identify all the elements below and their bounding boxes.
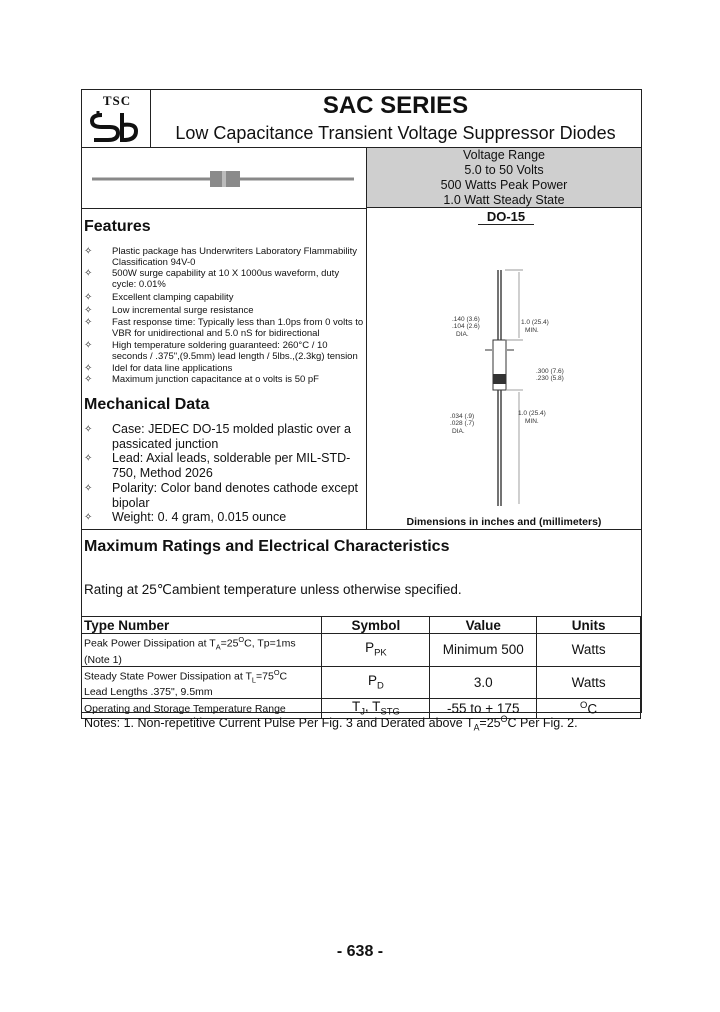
ratings-heading: Maximum Ratings and Electrical Characteristics (84, 538, 450, 555)
specs-divider (366, 207, 642, 208)
mech-text: Polarity: Color band denotes cathode except bipolar (112, 481, 358, 510)
specs-line: 1.0 Watt Steady State (443, 193, 565, 207)
symbol-cell: $T_J$, $T_{STG}$ (322, 699, 430, 719)
mech-item (84, 481, 364, 511)
specs-box (367, 148, 641, 207)
table-header-row (82, 617, 641, 634)
bullet-icon: ✧ (84, 483, 93, 494)
dim-body-len2: .230 (5.8) (536, 375, 564, 382)
param-cell: Steady State Power Dissipation at $T_L=75^OC$ Lead Lengths .375", 9.5mm (82, 666, 322, 699)
col-units: Units (537, 617, 641, 634)
specs-line: Voltage Range (462, 148, 545, 162)
page-number: - 638 - (336, 943, 384, 960)
footnote: Notes: 1. Non-repetitive Current Pulse Per Fig. 3 and Derated above $T_A=25^OC$ Per Fig. 2. (84, 714, 578, 733)
bullet-icon: ✧ (84, 246, 93, 257)
feature-text: Idel for data line applications (112, 363, 233, 374)
bullet-icon: ✧ (84, 268, 93, 279)
ratings-note: Rating at 25℃ambient temperature unless otherwise specified. (84, 582, 462, 597)
dim-wire-dia2: .028 (.7) (450, 420, 475, 427)
bullet-icon: ✧ (84, 512, 93, 523)
specs-line: 500 Watts Peak Power (440, 178, 568, 192)
list-item (84, 340, 364, 362)
package-name: DO-15 (478, 209, 534, 225)
bullet-icon: ✧ (84, 424, 93, 435)
mech-item (84, 451, 364, 481)
value-cell: -55 to + 175 (430, 699, 537, 719)
mechanical-heading: Mechanical Data (84, 396, 210, 413)
dim-wire-dia-label: DIA. (452, 428, 465, 435)
package-caption: Dimensions in inches and (millimeters) (406, 516, 602, 528)
tsc-logo (88, 93, 146, 145)
bullet-icon: ✧ (84, 453, 93, 464)
list-item (84, 317, 364, 339)
value-cell: 3.0 (430, 666, 537, 699)
list-item (84, 292, 364, 303)
table-row (82, 634, 641, 667)
specs-line: 5.0 to 50 Volts (464, 163, 544, 177)
logo-symbol-icon (88, 109, 146, 145)
feature-text: Low incremental surge resistance (112, 305, 254, 316)
list-item (84, 363, 364, 374)
feature-text: Maximum junction capacitance at o volts is 50 pF (112, 374, 319, 385)
mech-text: Case: JEDEC DO-15 molded plastic over a passicated junction (112, 422, 351, 451)
bullet-icon: ✧ (84, 292, 93, 303)
mech-item (84, 422, 364, 452)
param-cell: Operating and Storage Temperature Range (82, 699, 322, 719)
features-heading: Features (84, 218, 151, 235)
mech-item (84, 510, 364, 525)
feature-text: High temperature soldering guaranteed: 260°C / 10 seconds / .375",(9.5mm) lead length / 5lbs.,(2.3kg) tension (112, 340, 358, 362)
dim-wire-dia: .034 (.9) (450, 413, 475, 420)
dim-min-bot: MIN. (525, 418, 539, 425)
symbol-cell: $P_{PK}$ (322, 634, 430, 667)
feature-text: Excellent clamping capability (112, 292, 234, 303)
symbol-cell: $P_D$ (322, 666, 430, 699)
col-value: Value (430, 617, 537, 634)
dimension-labels (440, 310, 570, 440)
list-item (84, 246, 364, 268)
col-symbol: Symbol (322, 617, 430, 634)
dim-lead-dia2: .104 (2.6) (452, 323, 480, 330)
bullet-icon: ✧ (84, 340, 93, 351)
mech-text: Weight: 0. 4 gram, 0.015 ounce (112, 510, 287, 524)
dim-min-top: MIN. (525, 327, 539, 334)
dim-body-len: .300 (7.6) (536, 368, 564, 375)
list-item (84, 268, 364, 290)
bullet-icon: ✧ (84, 305, 93, 316)
table-row (82, 666, 641, 699)
param-cell: Peak Power Dissipation at $T_A=25^OC$, Tp=1ms (Note 1) (82, 634, 322, 667)
list-item (84, 305, 364, 316)
list-item (84, 374, 364, 385)
page-title: SAC SERIES (322, 92, 469, 119)
units-cell: $^O$C (537, 699, 641, 719)
bullet-icon: ✧ (84, 363, 93, 374)
logo-text: TSC (102, 93, 132, 108)
col-type-number: Type Number (82, 617, 322, 634)
feature-text: Plastic package has Underwriters Laboratory Flammability Classification 94V-0 (112, 246, 357, 268)
bullet-icon: ✧ (84, 317, 93, 328)
dim-dia-label: DIA. (456, 331, 469, 338)
page-subtitle: Low Capacitance Transient Voltage Suppressor Diodes (175, 123, 616, 143)
value-cell: Minimum 500 (430, 634, 537, 667)
dim-len-bot: 1.0 (25.4) (518, 410, 546, 417)
bullet-icon: ✧ (84, 374, 93, 385)
mech-text: Lead: Axial leads, solderable per MIL-STD-750, Method 2026 (112, 451, 351, 480)
feature-text: 500W surge capability at 10 X 1000us waveform, duty cycle: 0.01% (112, 268, 340, 290)
units-cell: Watts (537, 666, 641, 699)
units-cell: Watts (537, 634, 641, 667)
ratings-table (81, 616, 641, 719)
diode-divider (81, 208, 366, 209)
dim-lead-dia: .140 (3.6) (452, 316, 480, 323)
diode-illustration (90, 168, 358, 190)
dim-len-top: 1.0 (25.4) (521, 319, 549, 326)
feature-text: Fast response time: Typically less than 1.0ps from 0 volts to VBR for unidirectional and 5.0 nS for bidirectional (112, 317, 364, 339)
